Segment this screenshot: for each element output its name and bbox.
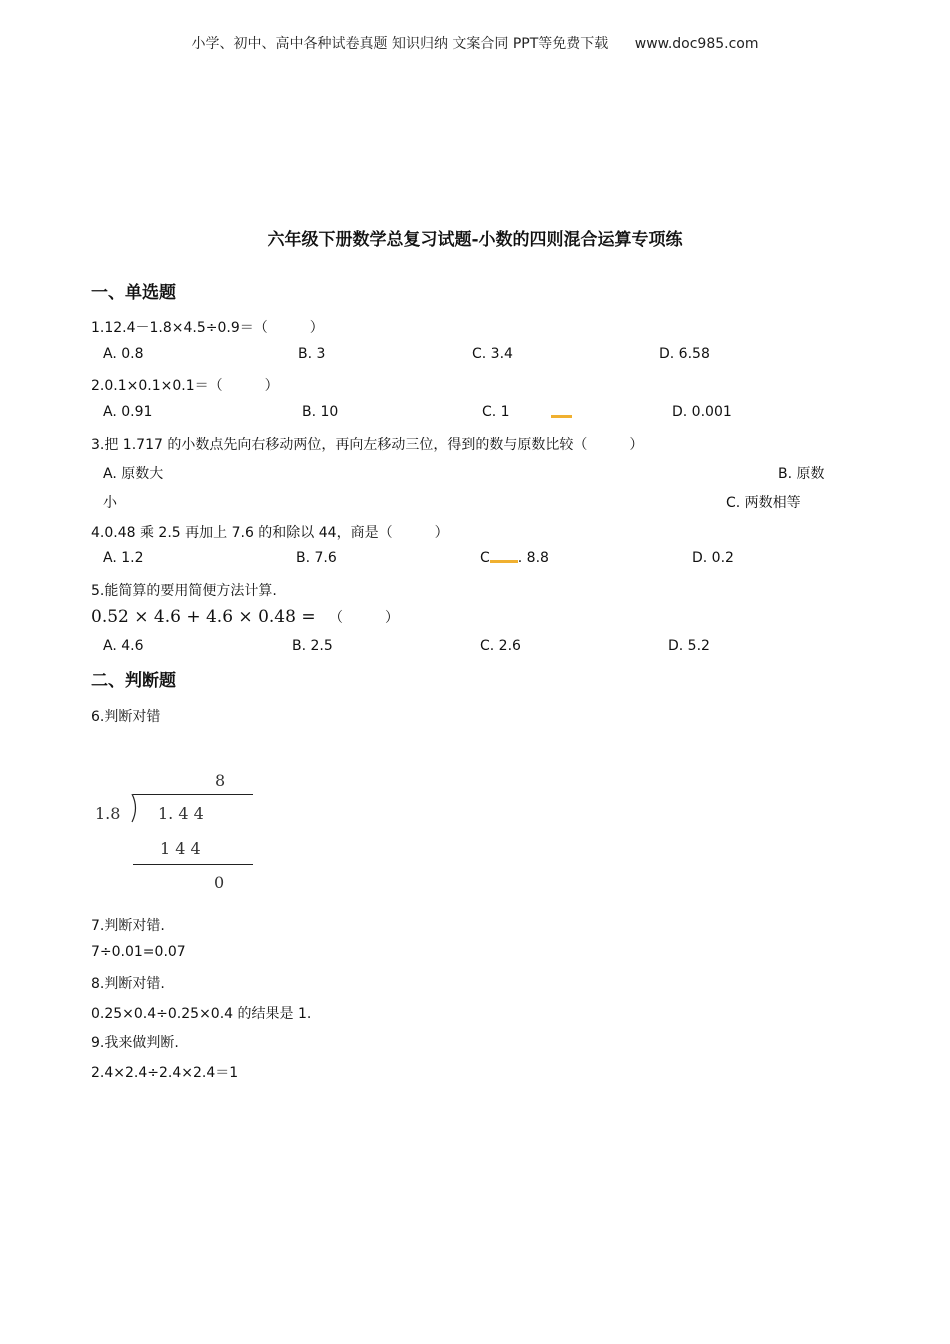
q1-option-c[interactable]: C. 3.4	[472, 346, 513, 362]
q3-option-b-cont: 小	[103, 495, 117, 511]
q1-option-d[interactable]: D. 6.58	[659, 346, 710, 362]
q3-option-b[interactable]: B. 原数	[778, 466, 825, 482]
q4-option-a[interactable]: A. 1.2	[103, 550, 144, 566]
division-bar	[133, 794, 253, 795]
q8-statement: 0.25×0.4÷0.25×0.4 的结果是 1.	[91, 1006, 312, 1022]
question-5: 5.能简算的要用简便方法计算.	[91, 583, 277, 599]
q2-option-a[interactable]: A. 0.91	[103, 404, 153, 420]
division-quotient: 8	[215, 771, 226, 790]
q5-equation	[91, 607, 399, 627]
division-subtract-line	[133, 864, 253, 865]
q2-option-b[interactable]: B. 10	[302, 404, 339, 420]
question-4: 4.0.48 乘 2.5 再加上 7.6 的和除以 44，商是（ ）	[91, 525, 449, 541]
highlight-mark	[551, 415, 572, 418]
q2-option-d[interactable]: D. 0.001	[672, 404, 732, 420]
division-product: 1 4 4	[160, 839, 201, 858]
q7-statement: 7÷0.01=0.07	[91, 944, 186, 960]
division-remainder: 0	[214, 873, 225, 892]
q3-option-c[interactable]: C. 两数相等	[726, 495, 801, 511]
section-single-choice: 一、单选题	[91, 283, 176, 303]
question-3: 3.把 1.717 的小数点先向右移动两位，再向左移动三位，得到的数与原数比较（ ）	[91, 437, 644, 453]
q3-option-a[interactable]: A. 原数大	[103, 466, 164, 482]
q5-option-b[interactable]: B. 2.5	[292, 638, 333, 654]
q1-option-b[interactable]: B. 3	[298, 346, 326, 362]
question-7: 7.判断对错.	[91, 918, 165, 934]
q5-option-a[interactable]: A. 4.6	[103, 638, 144, 654]
q2-option-c[interactable]: C. 1	[482, 404, 510, 420]
q4-option-c-value: . 8.8	[517, 550, 549, 566]
question-1: 1.12.4－1.8×4.5÷0.9＝（ ）	[91, 320, 324, 336]
q4-option-c[interactable]	[480, 550, 549, 566]
question-2: 2.0.1×0.1×0.1＝（ ）	[91, 378, 279, 394]
q5-option-c[interactable]: C. 2.6	[480, 638, 521, 654]
q1-option-a[interactable]: A. 0.8	[103, 346, 144, 362]
section-judgement: 二、判断题	[91, 671, 176, 691]
question-8: 8.判断对错.	[91, 976, 165, 992]
q5-expression: 0.52 × 4.6 + 4.6 × 0.48 =	[91, 607, 316, 627]
q4-option-d[interactable]: D. 0.2	[692, 550, 734, 566]
q4-option-b[interactable]: B. 7.6	[296, 550, 337, 566]
division-dividend: 1. 4 4	[158, 804, 204, 823]
q5-option-d[interactable]: D. 5.2	[668, 638, 710, 654]
header-text: 小学、初中、高中各种试卷真题 知识归纳 文案合同 PPT等免费下载	[191, 36, 609, 52]
page-header	[0, 33, 950, 53]
question-6: 6.判断对错	[91, 709, 161, 725]
q5-answer-paren: （ ）	[328, 610, 399, 626]
highlight-mark	[490, 560, 518, 563]
question-9: 9.我来做判断.	[91, 1035, 179, 1051]
division-divisor: 1.8	[95, 804, 121, 823]
division-bracket	[129, 794, 141, 824]
q9-statement: 2.4×2.4÷2.4×2.4＝1	[91, 1065, 239, 1081]
q4-option-c-letter: C	[480, 550, 490, 566]
document-title: 六年级下册数学总复习试题-小数的四则混合运算专项练	[267, 230, 683, 250]
header-site-link[interactable]: www.doc985.com	[634, 36, 759, 52]
